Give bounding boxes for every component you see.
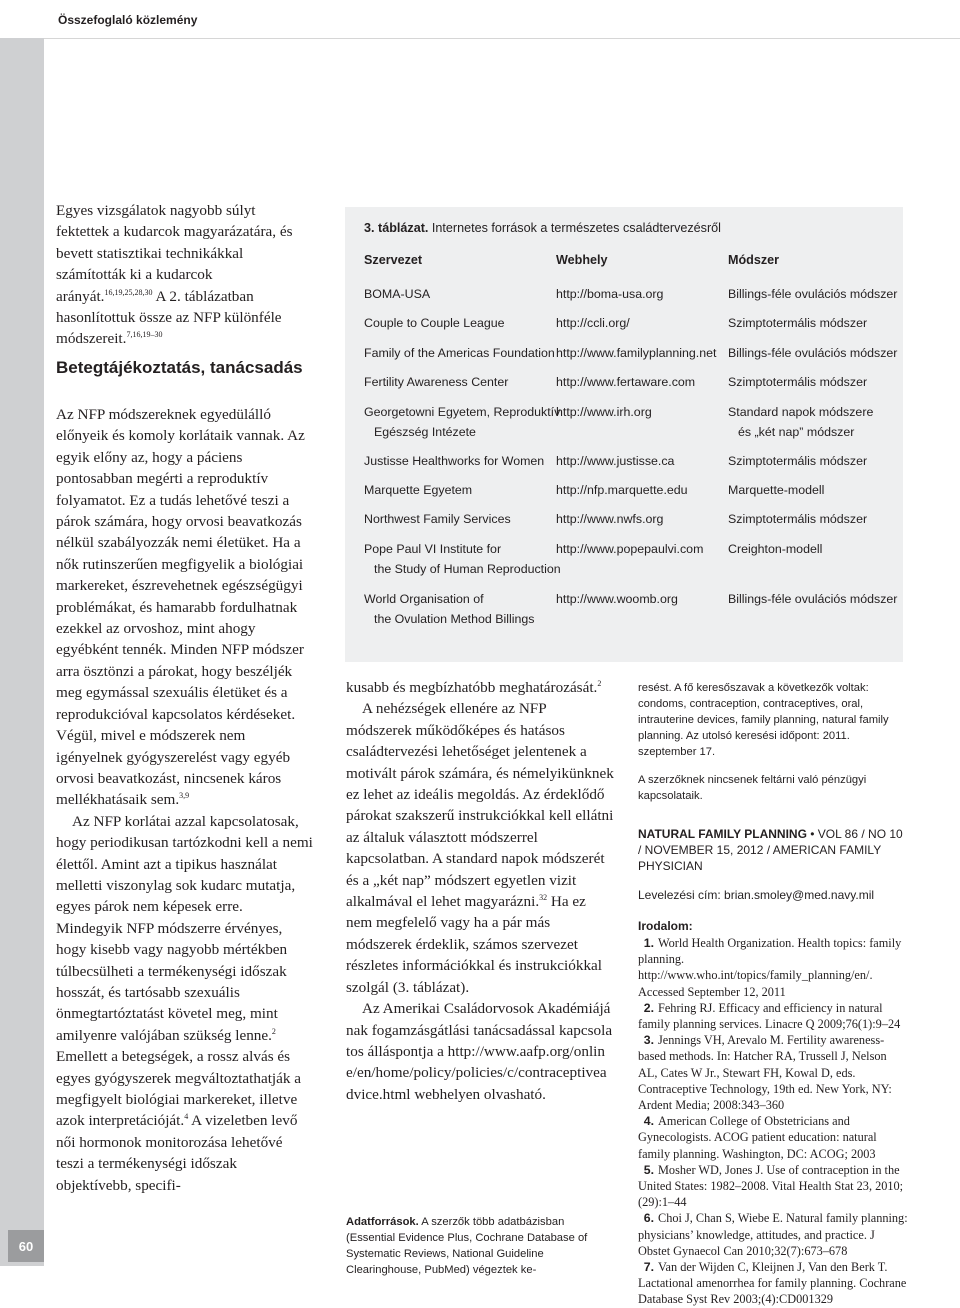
citation: 2 bbox=[597, 678, 602, 688]
table-cell-url[interactable]: http://www.familyplanning.net bbox=[556, 346, 717, 360]
org-line-1: World Organisation of bbox=[364, 592, 484, 606]
table-title: Internetes források a természetes családtervezésről bbox=[428, 221, 721, 235]
table-cell-url[interactable]: http://www.justisse.ca bbox=[556, 454, 675, 468]
reference-text: Mosher WD, Jones J. Use of contraception in the United States: 1982–2008. Vital Health Stat 23, 2010;(29):1–44 bbox=[638, 1162, 904, 1210]
counseling-text bbox=[56, 404, 313, 1196]
table-cell-org bbox=[364, 402, 564, 442]
journal-line bbox=[638, 826, 908, 874]
reference-text: Jennings VH, Arevalo M. Fertility awareness-based methods. In: Hatcher RA, Trussell J, Nelson AL, Cates W Jr., Stewart FH, Kowal D, eds. Contraceptive Technology, 19th ed. New York, NY: Ardent Media; 2008:343–360 bbox=[638, 1033, 892, 1113]
table-cell-method: Billings-féle ovulációs módszer bbox=[728, 287, 898, 301]
table-cell-org bbox=[364, 539, 564, 579]
table-cell-org: Couple to Couple League bbox=[364, 316, 505, 330]
org-line-2: the Study of Human Reproduction bbox=[374, 562, 561, 576]
reference-item bbox=[638, 1162, 908, 1211]
table-cell-url[interactable]: http://boma-usa.org bbox=[556, 287, 664, 301]
table-cell-method: Szimptotermális módszer bbox=[728, 454, 868, 468]
reference-item bbox=[638, 935, 908, 1000]
table-cell-url[interactable]: http://www.fertaware.com bbox=[556, 375, 696, 389]
table-cell-url[interactable]: http://www.irh.org bbox=[556, 405, 652, 419]
citation: 4 bbox=[184, 1112, 189, 1122]
table-cell-url[interactable]: http://www.nwfs.org bbox=[556, 512, 664, 526]
reference-text: American College of Obstetricians and Gynecologists. ACOG patient education: natural family planning. Washington, DC: ACOG; 2003 bbox=[638, 1114, 877, 1161]
table-cell-org: Marquette Egyetem bbox=[364, 483, 473, 497]
note-text: A szerzők több adatbázisban (Essential Evidence Plus, Cochrane Database of Systematic Reviews, National Guideline Clearinghouse, PubMed) végeztek ke- bbox=[346, 1216, 588, 1276]
table-cell-url[interactable]: http://www.popepaulvi.com bbox=[556, 542, 704, 556]
table-cell-method: Billings-féle ovulációs módszer bbox=[728, 592, 898, 606]
reference-text: Van der Wijden C, Kleijnen J, Van den Berk T. Lactational amenorrhea for family planning. Cochrane Database Syst Rev 2003;(4):CD001329 bbox=[638, 1260, 907, 1307]
middle-column-text bbox=[346, 677, 614, 1105]
table-cell-org bbox=[364, 589, 564, 629]
reference-number: 7. bbox=[643, 1260, 654, 1275]
reference-item bbox=[638, 1210, 908, 1259]
intro-paragraph bbox=[56, 200, 308, 350]
section-heading: Betegtájékoztatás, tanácsadás bbox=[56, 358, 303, 377]
reference-number: 3. bbox=[643, 1033, 654, 1048]
paragraph-text: Ha ez nem megfelelő vagy ha a pár más módszerek érdeklik, számos szervezet részletes információkkal és instrukciókkal szolgál (3. táblázat). bbox=[346, 893, 602, 996]
reference-text: Choi J, Chan S, Wiebe E. Natural family planning: physicians’ knowledge, attitudes, and practice. J Obstet Gynaecol Can 2010;32(7):673–678 bbox=[638, 1211, 908, 1258]
paragraph-text: A vizeletben levő női hormonok monitorozása lehetővé teszi a termékenységi időszak objektívebb, specifi- bbox=[56, 1112, 298, 1194]
table-cell-url[interactable]: http://nfp.marquette.edu bbox=[556, 483, 688, 497]
reference-number: 5. bbox=[643, 1162, 654, 1177]
section-label: Összefoglaló közlemény bbox=[58, 13, 198, 27]
table-cell-method: Szimptotermális módszer bbox=[728, 316, 868, 330]
paragraph bbox=[346, 698, 614, 998]
header-rule bbox=[44, 38, 960, 39]
search-note: resést. A fő keresőszavak a következők voltak: condoms, contraception, contraceptives, oral, intrauterine devices, family planning, natural family planning. Az utolsó keresési időpont: 2011. szeptember 17. bbox=[638, 682, 889, 758]
band-top-gap bbox=[0, 0, 44, 38]
paragraph bbox=[346, 677, 614, 698]
paragraph-text: Emellett a betegségek, a rossz alvás és egyes gyógyszerek megváltoztathatják a megfigyelt biológiai markereket, illetve azok interpretációját. bbox=[56, 1048, 302, 1130]
intro-sentence-1: Egyes vizsgálatok nagyobb súlyt fektettek a kudarcok magyarázatára, és bevett statisztikai technikákkal számították ki a kudarcok arányát. bbox=[56, 202, 293, 305]
org-line-2: Egészség Intézete bbox=[374, 425, 476, 439]
reference-number: 1. bbox=[643, 936, 654, 950]
data-sources-note bbox=[346, 1214, 614, 1278]
paragraph bbox=[56, 811, 313, 1196]
reference-text: Fehring RJ. Efficacy and efficiency in natural family planning services. Linacre Q 2009;76(1):9–24 bbox=[638, 1000, 901, 1032]
citation: 3,9 bbox=[179, 791, 190, 801]
contact-line: Levelezési cím: brian.smoley@med.navy.mil bbox=[638, 888, 875, 902]
reference-item bbox=[638, 1113, 908, 1162]
reference-item bbox=[638, 1259, 908, 1308]
table-cell-url[interactable]: http://ccli.org/ bbox=[556, 316, 630, 330]
reference-list bbox=[638, 935, 908, 1308]
org-line-2: the Ovulation Method Billings bbox=[374, 612, 535, 626]
citation: 16,19,25,28,30 bbox=[104, 287, 153, 297]
method-line-2: és „két nap” módszer bbox=[738, 425, 855, 439]
org-line-1: Georgetowni Egyetem, Reproduktív bbox=[364, 405, 561, 419]
table-cell-org: Family of the Americas Foundation bbox=[364, 346, 555, 360]
paragraph-text: Az NFP korlátai azzal kapcsolatosak, hogy periodikusan tartózkodni kell a nemi élettől. Amint azt a tipikus használat melletti viszonylag sok kudarc mutatja, egyes párok nem képesek erre. Mindegyik NFP módszerre érvényes, hogy kisebb vagy nagyobb mértékben túlbecsülheti a termékenységi időszak hosszát, és tartósabb szexuális önmegtartóztatást követel meg, mint amilyenre valójában szükség lenne. bbox=[56, 812, 313, 1044]
column-header-website: Webhely bbox=[556, 253, 608, 267]
reference-number: 4. bbox=[643, 1114, 654, 1129]
conflict-note: A szerzőknek nincsenek feltárni való pénzügyi kapcsolataik. bbox=[638, 774, 867, 802]
paragraph bbox=[346, 998, 614, 1105]
table-cell-method: Billings-féle ovulációs módszer bbox=[728, 346, 898, 360]
table-cell-url[interactable]: http://www.woomb.org bbox=[556, 592, 678, 606]
reference-item bbox=[638, 1032, 908, 1113]
reference-number: 2. bbox=[643, 1000, 654, 1015]
table-cell-method bbox=[728, 402, 903, 442]
intro-sentence-2: A 2. táblázatban hasonlítottuk össze az NFP különféle módszereit. bbox=[56, 287, 282, 348]
citation: 2 bbox=[271, 1026, 276, 1036]
column-header-method: Módszer bbox=[728, 253, 780, 267]
paragraph-text: A nehézségek ellenére az NFP módszerek működőképes és hatásos családtervezési lehetőséget jelentenek a motivált párok számára, és némelyikünknek ez lehet az ideális megoldás. Az érdeklődő párokat szakszerű instrukciókkal kell ellátni az általuk választott módszerrel kapcsolatban. A standard napok módszerét és a „két nap” módszert egyetlen vizit alkalmával el lehet magyarázni. bbox=[346, 700, 614, 911]
note-label: Adatforrások. bbox=[346, 1216, 419, 1228]
paragraph-text: Az Amerikai Családorvosok Akadémiájának fogamzásgátlási tanácsadással kapcsolatos álláspontja a http://www.aafp.org/online/en/home/policy/policies/c/contraceptiveadvice.html webhelyen olvasható. bbox=[346, 1000, 613, 1103]
intro-text bbox=[56, 200, 308, 350]
table-cell-org: BOMA-USA bbox=[364, 287, 431, 301]
table-cell-org: Justisse Healthworks for Women bbox=[364, 454, 545, 468]
table-caption bbox=[364, 221, 721, 235]
reference-number: 6. bbox=[643, 1211, 654, 1226]
table-cell-org: Northwest Family Services bbox=[364, 512, 511, 526]
table-cell-method: Marquette-modell bbox=[728, 483, 825, 497]
journal-title: NATURAL FAMILY PLANNING bbox=[638, 827, 807, 841]
table-cell-method: Szimptotermális módszer bbox=[728, 375, 868, 389]
table-number: 3. táblázat. bbox=[364, 221, 429, 235]
citation: 32 bbox=[539, 893, 548, 902]
right-column bbox=[638, 680, 908, 1308]
paragraph-text: kusabb és megbízhatóbb meghatározását. bbox=[346, 679, 598, 696]
paragraph bbox=[56, 404, 313, 811]
references-title: Irodalom: bbox=[638, 919, 693, 933]
org-line-1: Pope Paul VI Institute for bbox=[364, 542, 502, 556]
column-header-organization: Szervezet bbox=[364, 253, 423, 267]
page-number: 60 bbox=[8, 1230, 44, 1262]
reference-item bbox=[638, 1000, 908, 1032]
citation: 7,16,19–30 bbox=[126, 330, 163, 340]
table-cell-method: Creighton-modell bbox=[728, 542, 823, 556]
left-margin-band bbox=[0, 0, 44, 1266]
journal-issue: • VOL 86 / NO 10 / NOVEMBER 15, 2012 / AMERICAN FAMILY PHYSICIAN bbox=[638, 827, 903, 873]
resources-table bbox=[345, 207, 903, 662]
reference-text: World Health Organization. Health topics: family planning. http://www.who.int/topics/family_planning/en/. Accessed September 12, 2011 bbox=[638, 936, 902, 999]
paragraph-text: Az NFP módszereknek egyedülálló előnyeik és komoly korlátaik vannak. Az egyik előny az, hogy a páciens pontosabban megérti a reproduktív folyamatot. Ez a tudás lehetővé teszi a párok számára, hogy orvosi beavatkozás nélkül szabályozzák nemi életüket. Ha a nők rutinszerűen megfigyelik a biológiai markereket, észrevehetnek egészségügyi problémákat, és hamarabb fordulhatnak ezekkel az orvoshoz, mint ahogy egyébként tennék. Minden NFP módszer arra ösztönzi a párokat, hogy beszéljék meg egymással szexuális életüket és a reprodukcióval kapcsolatos kérdéseket. Végül, mivel e módszerek nem igényelnek gyógyszerelést vagy egyéb orvosi beavatkozást, nincsenek káros mellékhatásaik sem. bbox=[56, 406, 305, 809]
table-cell-org: Fertility Awareness Center bbox=[364, 375, 509, 389]
method-line-1: Standard napok módszere bbox=[728, 405, 874, 419]
table-cell-method: Szimptotermális módszer bbox=[728, 512, 868, 526]
